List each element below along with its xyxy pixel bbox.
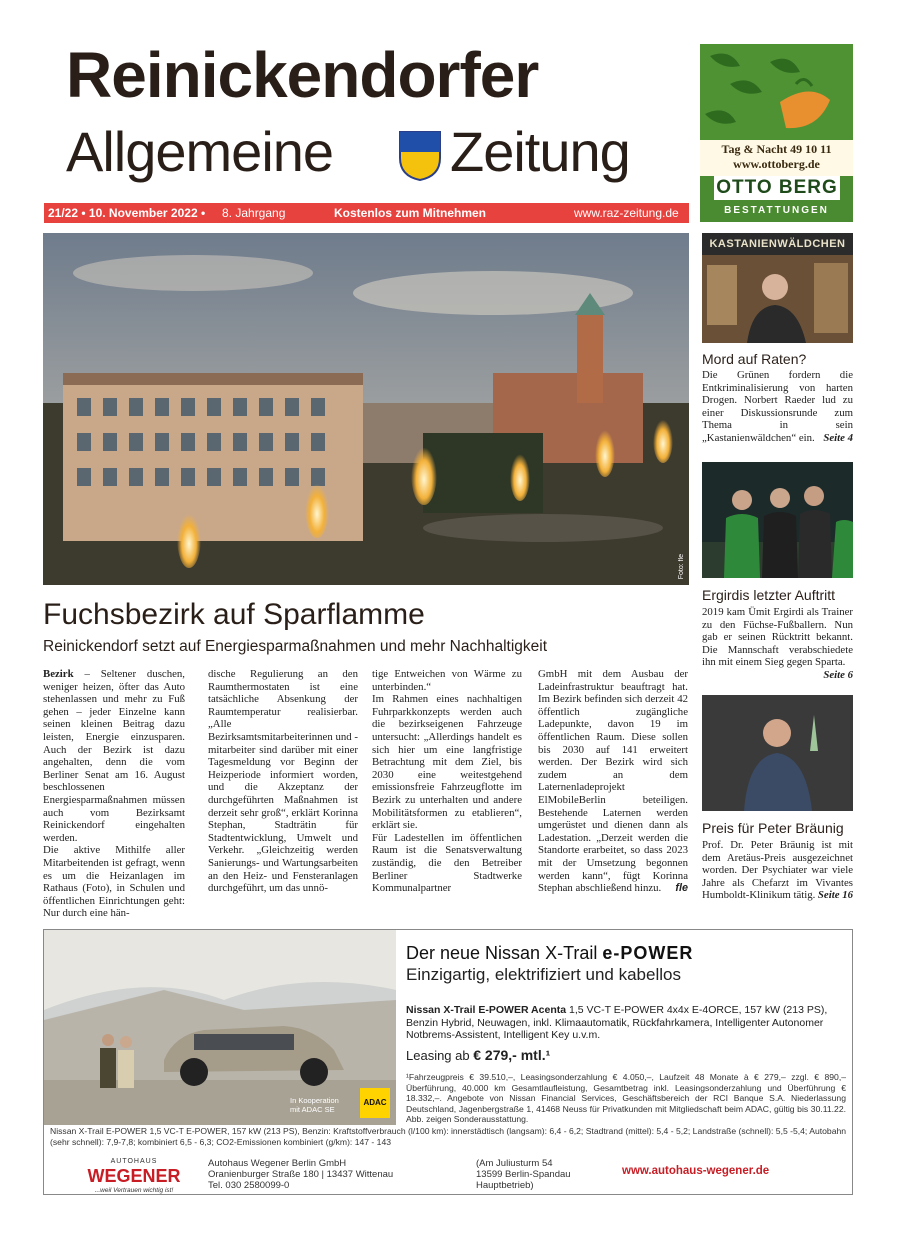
article-col1-text: – Seltener duschen, weniger heizen, öfter das Auto stehenlassen und mehr zu Fuß gehen – jeder Einzelne kann seinen kleinen Beitrag dazu leisten, Energie einzusparen. Auch der Bezirk ist dazu angehalten, denn die vom Berliner Senat am 16. August beschlossenen Energiesparmaßnahmen müssen auch vom Bezirksamt Reinickendorf eingehalten werden. Die aktive Mithilfe aller Mitarbeitenden ist gefragt, wenn es um die Heizanlagen im Rathaus (Foto), in Schulen und öffentlichen Einrichtungen geht: Nur durch eine hän- xyxy=(43,668,185,920)
nissan-title: Der neue Nissan X-Trail xyxy=(406,943,598,963)
issue-bar xyxy=(44,203,689,223)
sidebar-ref-1[interactable]: Seite 4 xyxy=(823,431,853,444)
dateline: Bezirk xyxy=(43,668,74,680)
coat-of-arms-icon xyxy=(398,130,442,182)
sidebar-headline-1: Mord auf Raten? xyxy=(702,351,807,367)
nissan-car-photo xyxy=(44,930,396,1125)
sidebar-photo-award xyxy=(702,695,853,811)
addr-line-1: Autohaus Wegener Berlin GmbH xyxy=(208,1158,347,1169)
wegener-logo xyxy=(74,1156,194,1196)
leasing-label: Leasing ab xyxy=(406,1048,470,1063)
addr-line-6: Hauptbetrieb) xyxy=(476,1180,534,1191)
lead-subheadline: Reinickendorf setzt auf Energiesparmaßnahmen und mehr Nachhaltigkeit xyxy=(43,638,548,655)
addr-line-2: Oranienburger Straße 180 | 13437 Wittenau xyxy=(208,1169,394,1180)
dealer-footer xyxy=(44,1152,852,1194)
photo-credit: Foto: fle xyxy=(678,553,685,579)
lead-photo-rathaus xyxy=(43,233,689,585)
issue-date: 21/22 • 10. November 2022 • xyxy=(48,206,206,220)
site-url[interactable]: www.raz-zeitung.de xyxy=(574,206,679,220)
adac-logo: ADAC xyxy=(360,1088,390,1118)
otto-web[interactable]: www.ottoberg.de xyxy=(733,157,820,171)
sidebar-text-3-body: Prof. Dr. Peter Bräunig ist mit dem Aretäus-Preis ausgezeichnet worden. Der Psychiater war viele Jahre als Chefarzt im Vivantes Humboldt-Klinikum tätig. xyxy=(702,839,853,902)
addr-line-5: 13599 Berlin-Spandau xyxy=(476,1169,571,1180)
sidebar-text-1-body: Die Grünen fordern die Entkriminalisierung von harten Drogen. Norbert Raeder lud zu einer Diskussionsrunde zum Thema in sein „Kastanienwäldchen“ ein. xyxy=(702,369,853,444)
addr-line-3: Tel. 030 2580099-0 xyxy=(208,1180,290,1191)
wegener-tagline: ...weil Vertrauen wichtig ist! xyxy=(94,1187,174,1194)
otto-tagline: BESTATTUNGEN xyxy=(724,205,829,216)
nissan-subtitle: Einzigartig, elektrifiziert und kabellos xyxy=(406,965,681,984)
nissan-leasing xyxy=(406,1046,550,1065)
sidebar-text-2 xyxy=(702,606,853,682)
lead-headline: Fuchsbezirk auf Sparflamme xyxy=(43,598,425,631)
otto-contact xyxy=(700,140,853,176)
dealer-address-1 xyxy=(208,1158,393,1191)
masthead-title-zeitung: Zeitung xyxy=(450,120,630,183)
sidebar-photo-kastanienwaeldchen xyxy=(702,233,853,343)
nissan-consumption: Nissan X-Trail E-POWER 1,5 VC-T E-POWER, 157 kW (213 PS), Benzin: Kraftstoffverbrauch (l/100 km): innerstädtisch (langsam): 6,4 - 6,2; Stadtrand (mittel): 5,4 - 5,2; Landstraße (schnell): 5,5 -5,4; Autobahn (sehr schnell): 7,9-7,8; kombiniert 6,5 - 6,3; CO2-Emissionen kombiniert (g/km): 147 - 143 xyxy=(50,1126,847,1147)
otto-berg-ad[interactable] xyxy=(700,44,853,222)
nissan-desc-text: 1,5 VC-T E-POWER 4x4x E-4ORCE, 157 kW (213 PS), Benzin Hybrid, Neuwagen, inkl. Klimaautomatik, Rückfahrkamera, Intelligenter Autonomer Notbrems-Assistent, Intelligent Key u.v.m. xyxy=(406,1004,828,1041)
article-column-2: dische Regulierung an den Raumthermostaten ist eine tatsächliche Absenkung der Raumtemperatur realisierbar. „Alle Bezirksamtsmitarbeiterinnen und -mitarbeiter sind darüber mit einer Tagesmeldung vor Beginn der Heizperiode informiert worden, und die Akzeptanz der durchgeführten Maßnahmen ist derzeit sehr groß“, erklärt Korinna Stephan, Stadträtin für Stadtentwicklung, Umwelt und Verkehr. „Gleichzeitig werden Sanierungs- und Wartungsarbeiten an den Heiz- und Fensteranlagen durchgeführt, um das unnö- xyxy=(208,668,358,895)
article-column-1 xyxy=(43,668,185,920)
sidebar-ref-2[interactable]: Seite 6 xyxy=(823,668,853,681)
sidebar-headline-3: Preis für Peter Bräunig xyxy=(702,820,844,836)
sidebar-text-1 xyxy=(702,369,853,445)
dealer-address-2 xyxy=(476,1158,571,1191)
masthead-title-allgemeine: Allgemeine xyxy=(66,120,334,183)
sidebar-photo-football xyxy=(702,462,853,578)
wegener-small: AUTOHAUS xyxy=(110,1158,158,1165)
otto-phone: Tag & Nacht 49 10 11 xyxy=(721,142,832,156)
sidebar-ref-3[interactable]: Seite 16 xyxy=(817,889,853,902)
sidebar-text-3 xyxy=(702,839,853,902)
nissan-ad[interactable] xyxy=(43,929,853,1195)
free-note: Kostenlos zum Mitnehmen xyxy=(334,206,487,220)
nissan-fineprint: ¹Fahrzeugpreis € 39.510,–, Leasingsonderzahlung € 4.050,–, Laufzeit 48 Monate à € 279,– zzgl. € 890,– Überführung, 40.000 km Gesamtlaufleistung, Gesamtbetrag inkl. Leasingsonderzahlung und Überführung € 18.332,–. Angebote von Nissan Financial Services, Geschäftsbereich der RCI Banque S.A. Niederlassung Deutschland, Jagenbergstraße 1, 41468 Neuss für Privatkunden mit Mitgliedschaft beim ADAC, gültig bis 30.11.22. Abb. zeigen Sonderausstattung. xyxy=(406,1072,846,1125)
sidebar-text-2-body: 2019 kam Ümit Ergirdi als Trainer zu den Füchse-Fußballern. Nun gab er seinen Rücktritt bekannt. Die Mannschaft verabschiedete ihn mit einem Sieg gegen Sparta. xyxy=(702,606,853,669)
addr-line-4: (Am Juliusturm 54 xyxy=(476,1158,553,1169)
article-column-4 xyxy=(538,668,688,895)
masthead-title-line1: Reinickendorfer xyxy=(66,39,539,111)
adac-note: In Kooperation mit ADAC SE xyxy=(290,1096,339,1114)
otto-berg-logo: OTTO BERG xyxy=(714,176,840,200)
nissan-headline xyxy=(406,942,693,964)
leaf-illustration-icon xyxy=(700,44,853,140)
pub-sign: KASTANIENWÄLDCHEN xyxy=(702,233,853,255)
article-column-3: tige Entweichen von Wärme zu unterbinden.“ Im Rahmen eines nachhaltigen Fuhrparkkonzepts werden auch die bezirkseigenen Fahrzeuge untersucht: „Allerdings handelt es sich hier um eine langfristige Betrachtung mit dem Ziel, bis 2030 eine weitestgehend emissionsfreie Fahrzeugflotte im Bezirk zu unterhalten und andere Mobilitätsformen zu etablieren“, erklärt sie. Für Ladestellen im öffentlichen Raum ist die Senatsverwaltung zuständig, die den Betreiber Berliner Stadtwerke Kommunalpartner xyxy=(372,668,522,895)
author-tag: fle xyxy=(675,882,688,895)
leasing-price: € 279,- mtl.¹ xyxy=(473,1047,551,1063)
nissan-description xyxy=(406,1004,846,1042)
sidebar-headline-2: Ergirdis letzter Auftritt xyxy=(702,587,836,603)
volume: 8. Jahrgang xyxy=(222,206,286,220)
wegener-name: WEGENER xyxy=(87,1166,181,1186)
article-col4-text: GmbH mit dem Ausbau der Ladeinfrastruktur beauftragt hat. Im Bezirk befinden sich derzeit 42 öffentlich zugängliche Ladepunkte, davon 19 im öffentlichen Raum. Diese sollen bis 2030 auf 141 erweitert werden. Der Bezirk wird sich zudem an dem Laternenladeprojekt ElMobileBerlin beteiligen. Bestehende Laternen werden umgerüstet und dienen dann als Ladestation. „Derzeit werden die Standorte erarbeitet, so dass 2023 mit der Umsetzung begonnen werden kann“, fügt Korinna Stephan abschließend hinzu. xyxy=(538,668,688,895)
dealer-url[interactable]: www.autohaus-wegener.de xyxy=(622,1165,770,1177)
epower-logo: e-POWER xyxy=(602,943,694,963)
nissan-model: Nissan X-Trail E-POWER Acenta xyxy=(406,1004,567,1016)
